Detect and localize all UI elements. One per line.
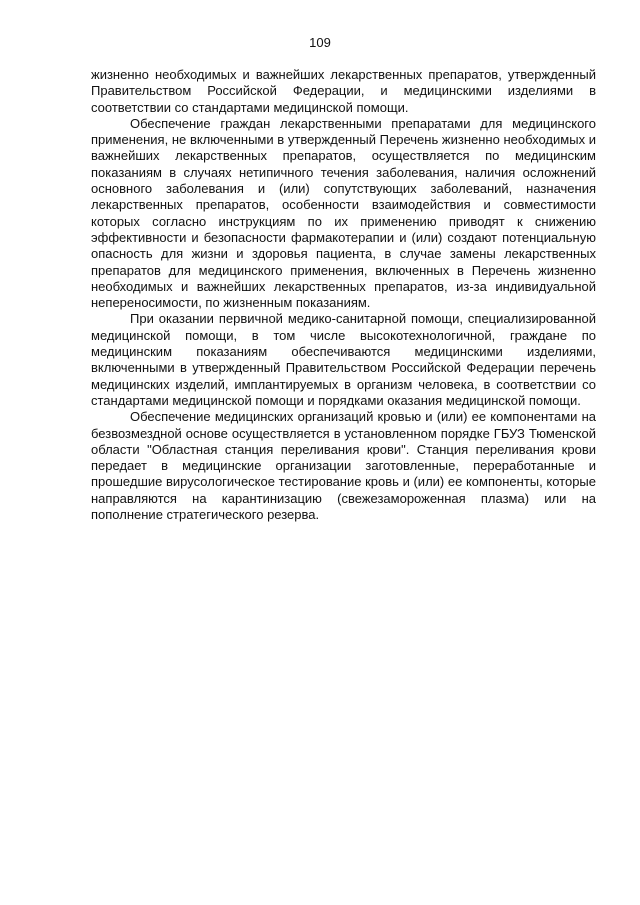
paragraph-medical-devices: При оказании первичной медико-санитарной помощи, специализированной медицинской помощи, в том числе высокотехнологичной, граждане по медицинским показаниям обеспечиваются медицинскими изделиями, включенными в утвержденный Правительством Российской Федерации перечень медицинских изделий, имплантируемых в организм человека, в соответствии со стандартами медицинской помощи и порядками оказания медицинской помощи.: [91, 311, 596, 408]
page-number: 109: [309, 35, 331, 50]
paragraph-continuation: жизненно необходимых и важнейших лекарственных препаратов, утвержденный Правительством Российской Федерации, и медицинскими изделиями в соответствии со стандартами медицинской помощи.: [91, 67, 596, 115]
paragraph-drug-provision: Обеспечение граждан лекарственными препаратами для медицинского применения, не включенными в утвержденный Перечень жизненно необходимых и важнейших лекарственных препаратов, осуществляется по медицинским показаниям в случаях нетипичного течения заболевания, наличия осложнений основного заболевания и (или) сопутствующих заболеваний, назначения лекарственных препаратов, особенности взаимодействия и совместимости которых согласно инструкциям по их применению приводят к снижению эффективности и безопасности фармакотерапии и (или) создают потенциальную опасность для жизни и здоровья пациента, в случае замены лекарственных препаратов для медицинского применения, включенных в Перечень жизненно необходимых и важнейших лекарственных препаратов, из-за индивидуальной непереносимости, по жизненным показаниям.: [91, 115, 596, 311]
paragraph-blood-supply: Обеспечение медицинских организаций кровью и (или) ее компонентами на безвозмездной основе осуществляется в установленном порядке ГБУЗ Тюменской области "Областная станция переливания крови". Станция переливания крови передает в медицинские организации заготовленные, переработанные и прошедшие вирусологическое тестирование кровь и (или) ее компоненты, которые направляются на карантинизацию (свежезамороженная плазма) или на пополнение стратегического резерва.: [91, 409, 596, 523]
body-text: [91, 67, 596, 523]
